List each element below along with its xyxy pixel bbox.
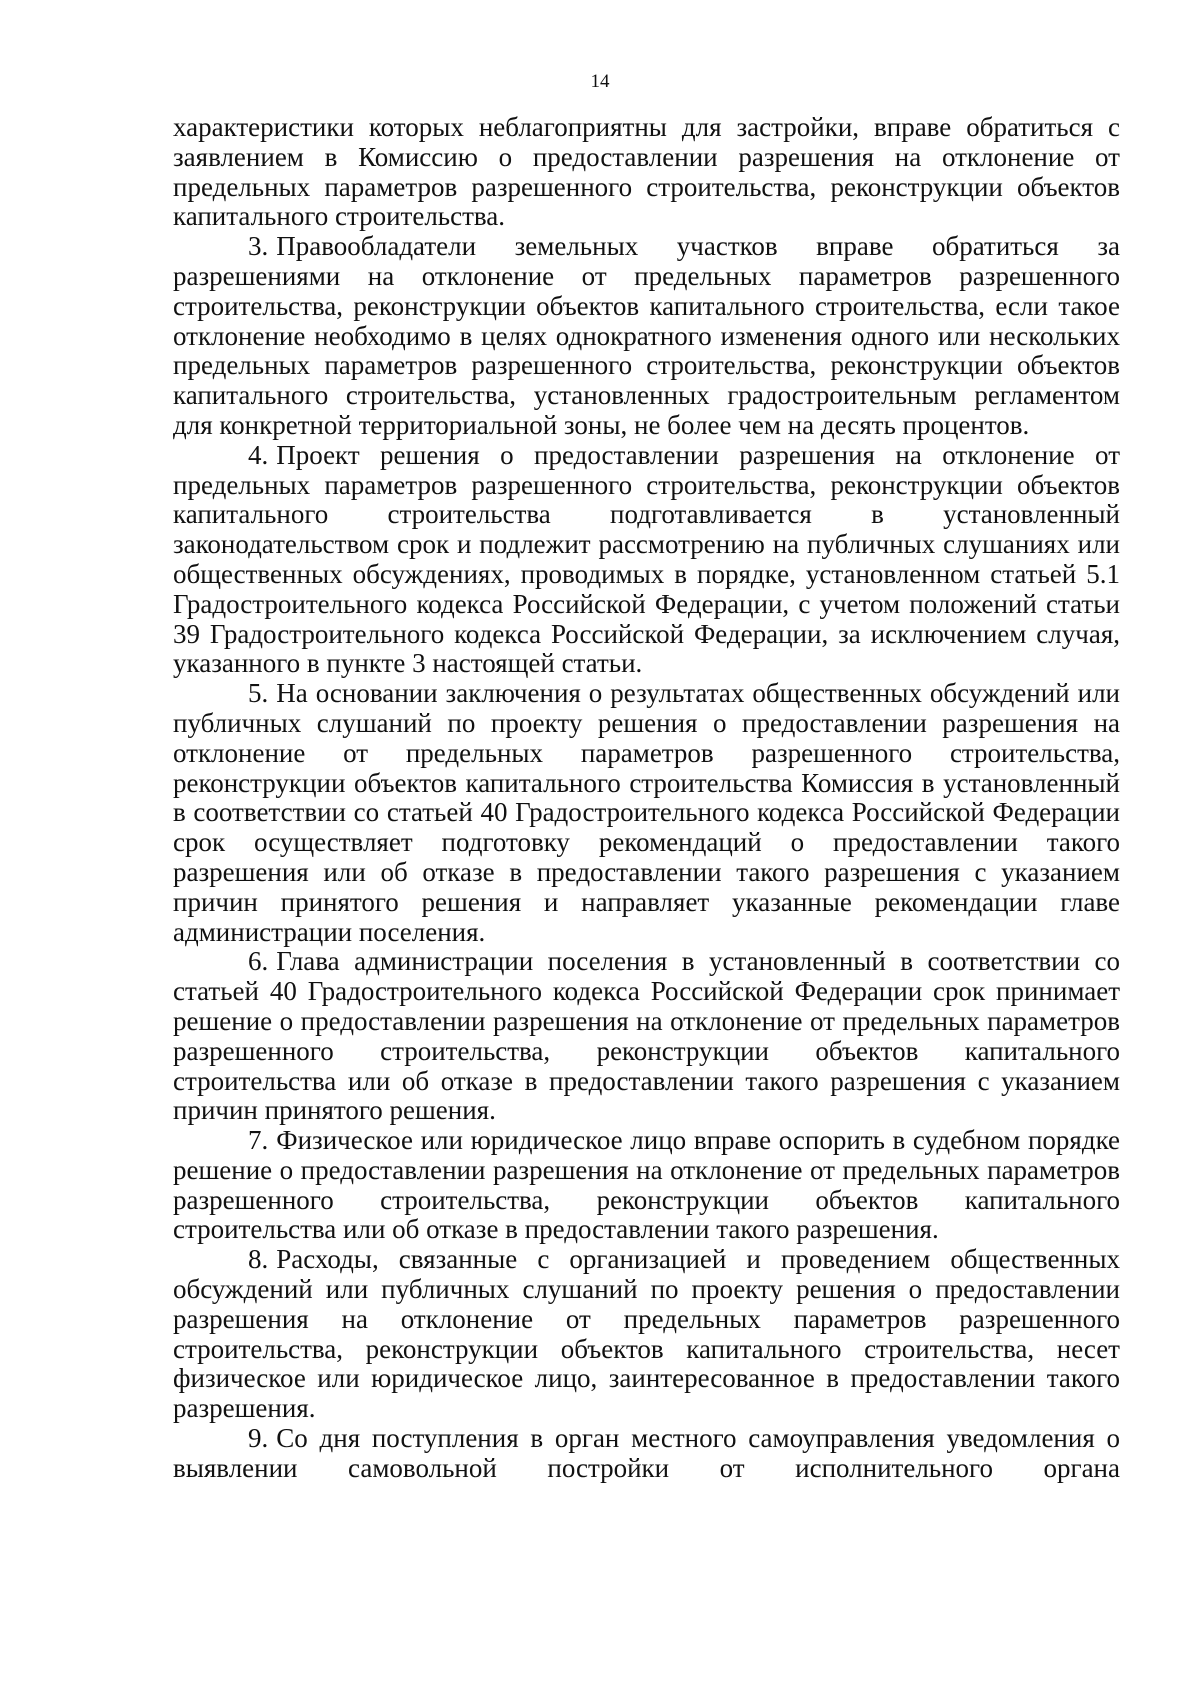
paragraph-text: Проект решения о предоставлении разрешения на отклонение от предельных параметров разрешенного строительства, реконструкции объектов капитального строительства подготавливается в установленный законодательством срок и подлежит рассмотрению на публичных слушаниях или общественных обсуждениях, проводимых в порядке, установленном статьей 5.1 Градостроительного кодекса Российской Федерации, с учетом положений статьи 39 Градостроительного кодекса Российской Федерации, за исключением случая, указанного в пункте 3 настоящей статьи. — [173, 439, 1120, 679]
paragraph-number: 9. — [248, 1423, 269, 1454]
paragraph-text: На основании заключения о результатах общественных обсуждений или публичных слушаний по проекту решения о предоставлении разрешения на отклонение от предельных параметров разрешенного строительства, реконструкции объектов капитального строительства Комиссия в установленный в соответствии со статьей 40 Градостроительного кодекса Российской Федерации срок осуществляет подготовку рекомендаций о предоставлении такого разрешения или об отказе в предоставлении такого разрешения с указанием причин принятого решения и направляет указанные рекомендации главе администрации поселения. — [173, 678, 1120, 947]
paragraph-number: 5. — [248, 678, 269, 709]
paragraph-number: 4. — [248, 439, 269, 470]
paragraph-text: Физическое или юридическое лицо вправе оспорить в судебном порядке решение о предоставлении разрешения на отклонение от предельных параметров разрешенного строительства, реконструкции объектов капитального строительства или об отказе в предоставлении такого разрешения. — [173, 1125, 1120, 1245]
paragraph-number: 8. — [248, 1244, 269, 1275]
paragraph-continuation — [173, 113, 1120, 232]
paragraph-item-6 — [173, 947, 1120, 1126]
paragraph-text: Расходы, связанные с организацией и проведением общественных обсуждений или публичных слушаний по проекту решения о предоставлении разрешения на отклонение от предельных параметров разрешенного строительства, реконструкции объектов капитального строительства, несет физическое или юридическое лицо, заинтересованное в предоставлении такого разрешения. — [173, 1244, 1120, 1424]
paragraph-item-8 — [173, 1245, 1120, 1424]
paragraph-text: Со дня поступления в орган местного самоуправления уведомления о выявлении самовольной постройки от исполнительного органа — [173, 1423, 1120, 1483]
page-number: 14 — [590, 71, 610, 92]
paragraph-item-7 — [173, 1126, 1120, 1245]
paragraph-item-5 — [173, 679, 1120, 947]
paragraph-item-9 — [173, 1424, 1120, 1484]
paragraph-number: 3. — [248, 231, 269, 262]
document-body — [173, 113, 1120, 1484]
paragraph-item-3 — [173, 232, 1120, 441]
paragraph-text: Глава администрации поселения в установленный в соответствии со статьей 40 Градостроительного кодекса Российской Федерации срок принимает решение о предоставлении разрешения на отклонение от предельных параметров разрешенного строительства, реконструкции объектов капитального строительства или об отказе в предоставлении такого разрешения с указанием причин принятого решения. — [173, 946, 1120, 1126]
paragraph-number: 6. — [248, 946, 269, 977]
paragraph-text: Правообладатели земельных участков вправе обратиться за разрешениями на отклонение от предельных параметров разрешенного строительства, реконструкции объектов капитального строительства, если такое отклонение необходимо в целях однократного изменения одного или нескольких предельных параметров разрешенного строительства, реконструкции объектов капитального строительства, установленных градостроительным регламентом для конкретной территориальной зоны, не более чем на десять процентов. — [173, 231, 1120, 440]
paragraph-number: 7. — [248, 1125, 269, 1156]
paragraph-item-4 — [173, 441, 1120, 679]
paragraph-text: характеристики которых неблагоприятны для застройки, вправе обратиться с заявлением в Комиссию о предоставлении разрешения на отклонение от предельных параметров разрешенного строительства, реконструкции объектов капитального строительства. — [173, 112, 1120, 232]
